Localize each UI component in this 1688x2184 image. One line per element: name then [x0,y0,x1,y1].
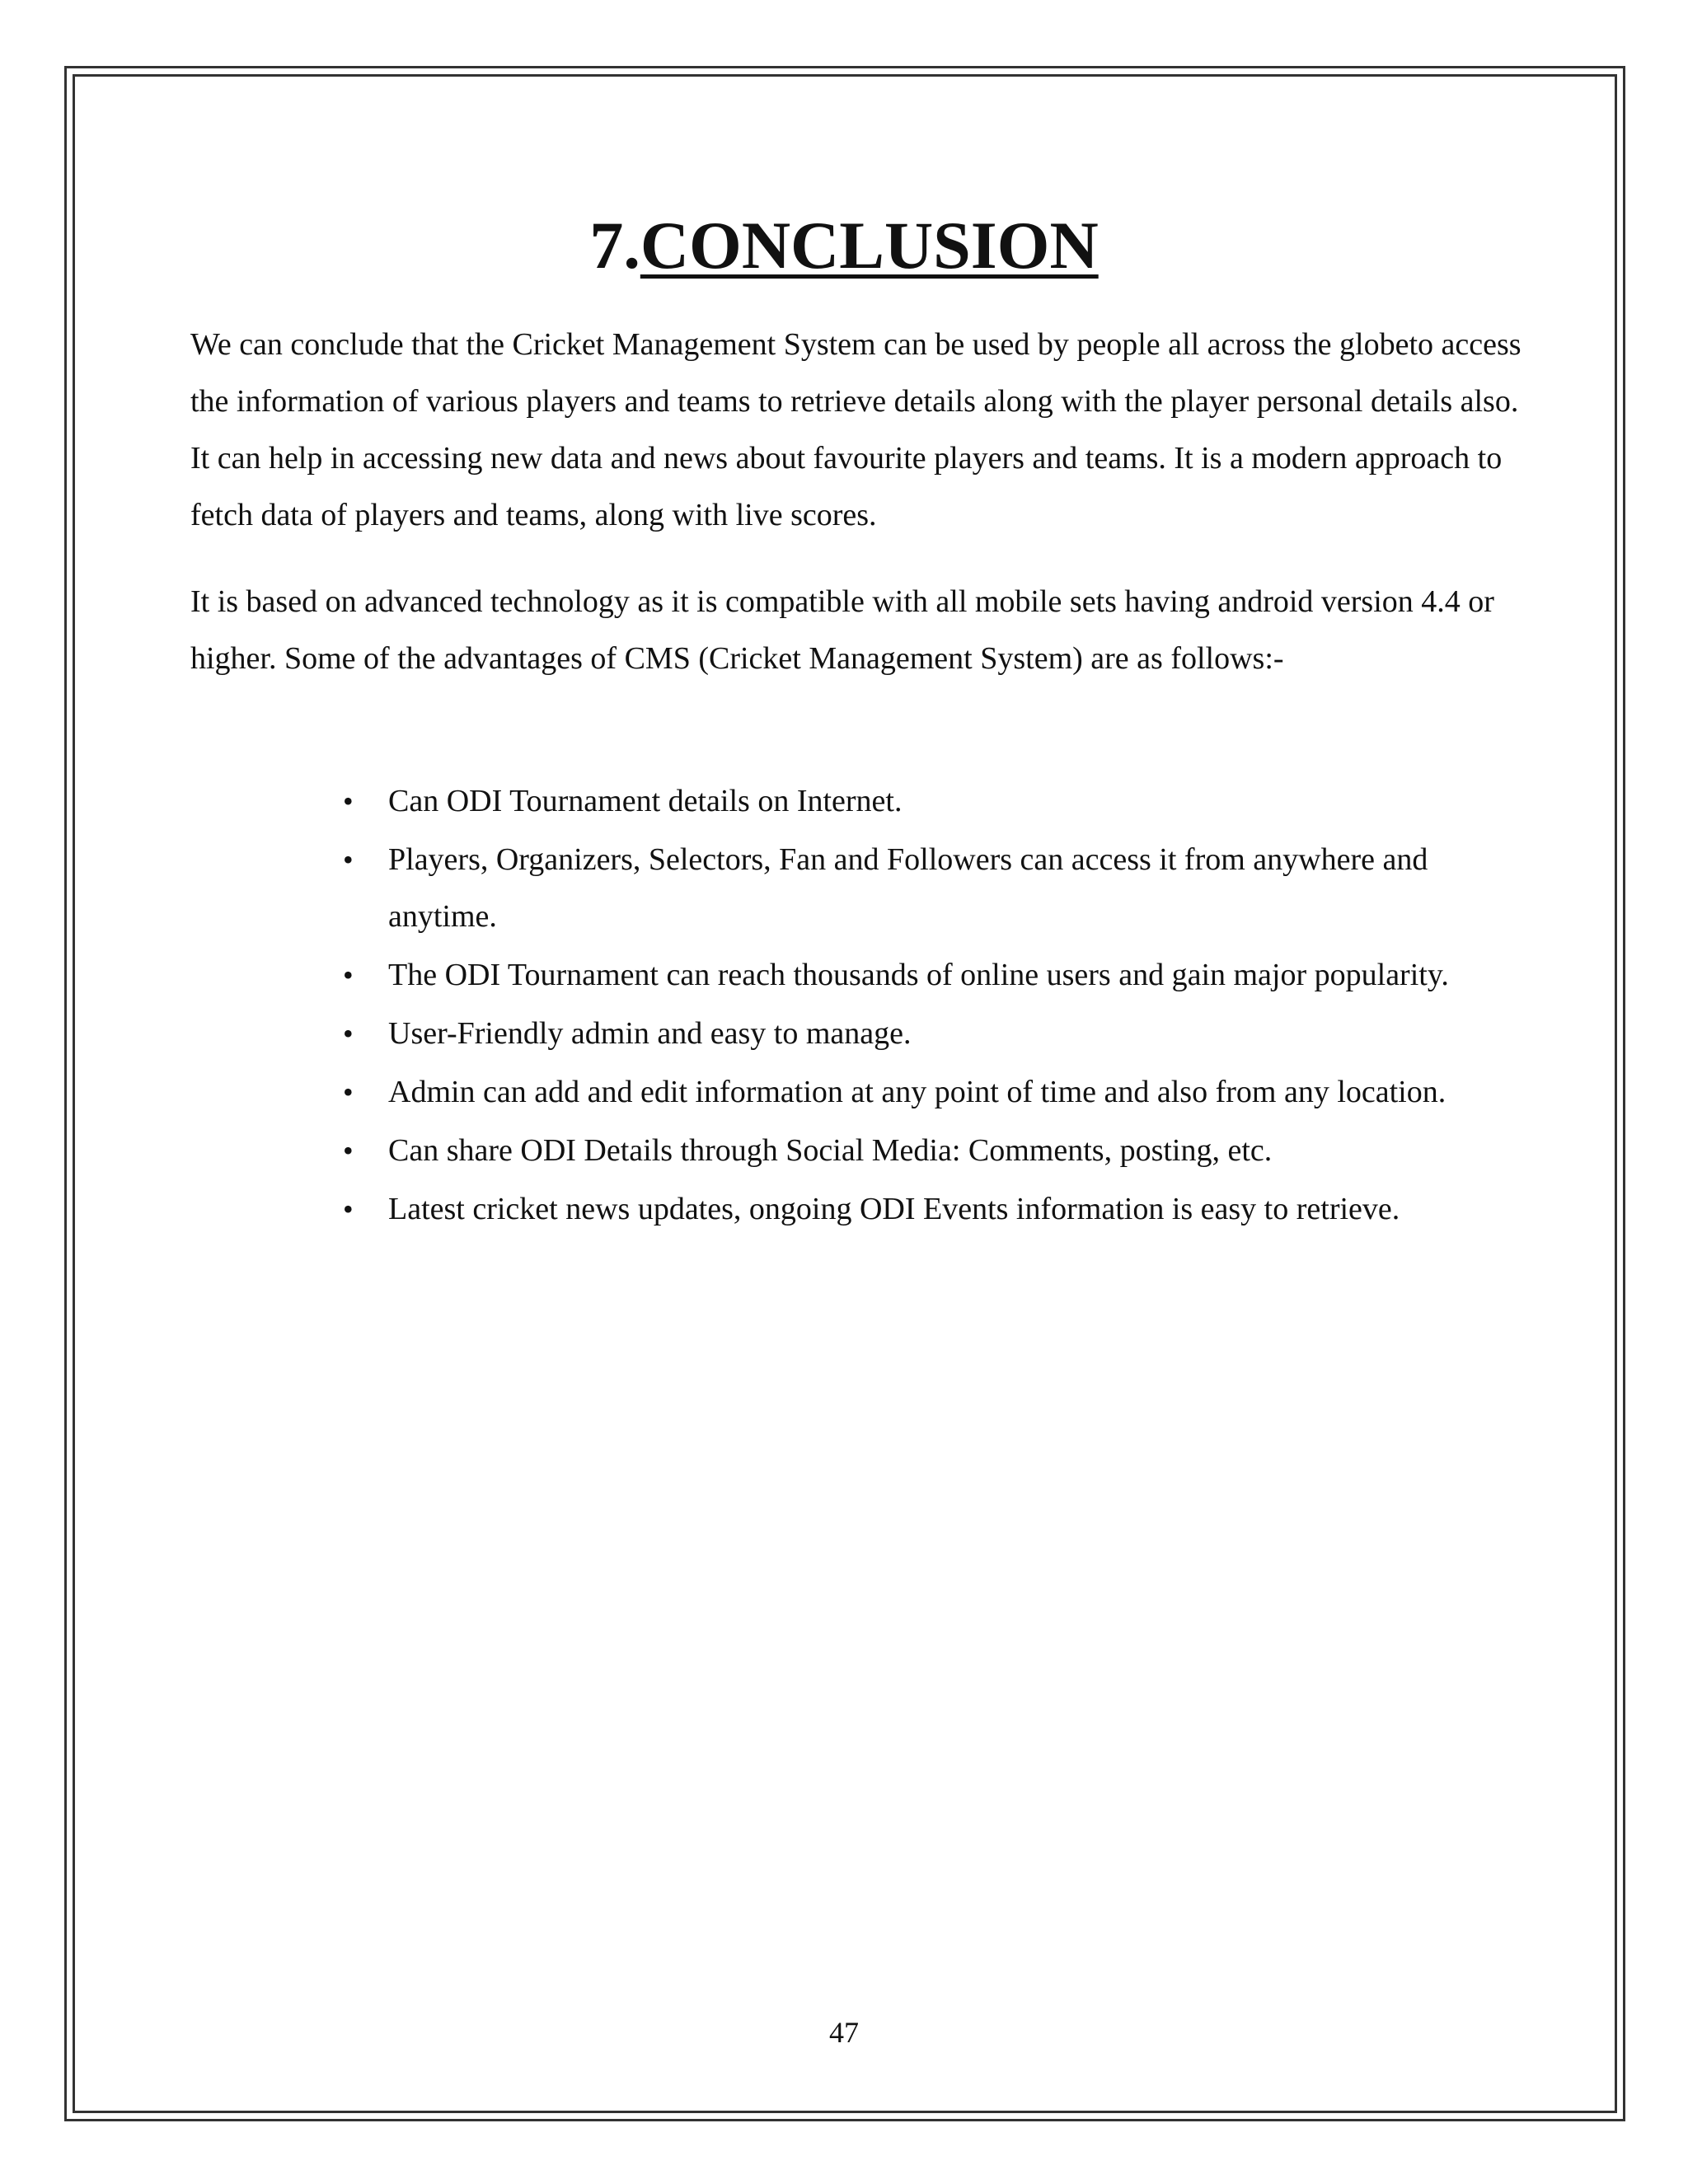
page-number: 47 [829,2016,859,2049]
paragraph-intro: We can conclude that the Cricket Management System can be used by people all across the globeto access the information of various players and teams to retrieve details along with the player personal details also. It can help in accessing new data and news about favourite players and teams. It is a modern approach to fetch data of players and teams, along with live scores. [190,327,1522,532]
section-title: CONCLUSION [640,208,1099,283]
list-item-text: Admin can add and edit information at any point of time and also from any location. [388,1075,1447,1109]
list-item-text: Can ODI Tournament details on Internet. [388,784,903,818]
list-item [190,1181,1526,1238]
page-title [0,204,1688,287]
list-item [190,832,1526,945]
list-item [190,773,1526,830]
list-item [190,1122,1526,1179]
advantages-list [190,773,1526,1240]
list-item [190,1005,1526,1062]
bullet-icon: • [343,1017,354,1050]
bullet-icon: • [343,785,354,818]
list-item-text: Players, Organizers, Selectors, Fan and Followers can access it from anywhere and anytime. [388,842,1428,934]
list-item-text: User-Friendly admin and easy to manage. [388,1016,912,1051]
paragraph-technology: It is based on advanced technology as it is compatible with all mobile sets having android version 4.4 or higher. Some of the advantages of CMS (Cricket Management System) are as follows:- [190,584,1494,676]
bullet-icon: • [343,958,354,991]
list-item [190,1064,1526,1121]
bullet-icon: • [343,843,354,876]
list-item-text: Can share ODI Details through Social Media: Comments, posting, etc. [388,1133,1273,1168]
list-item [190,947,1526,1004]
bullet-icon: • [343,1193,354,1226]
bullet-icon: • [343,1134,354,1167]
section-number: 7. [589,208,640,283]
list-item-text: Latest cricket news updates, ongoing ODI Events information is easy to retrieve. [388,1192,1400,1226]
list-item-text: The ODI Tournament can reach thousands of online users and gain major popularity. [388,958,1449,992]
bullet-icon: • [343,1076,354,1108]
